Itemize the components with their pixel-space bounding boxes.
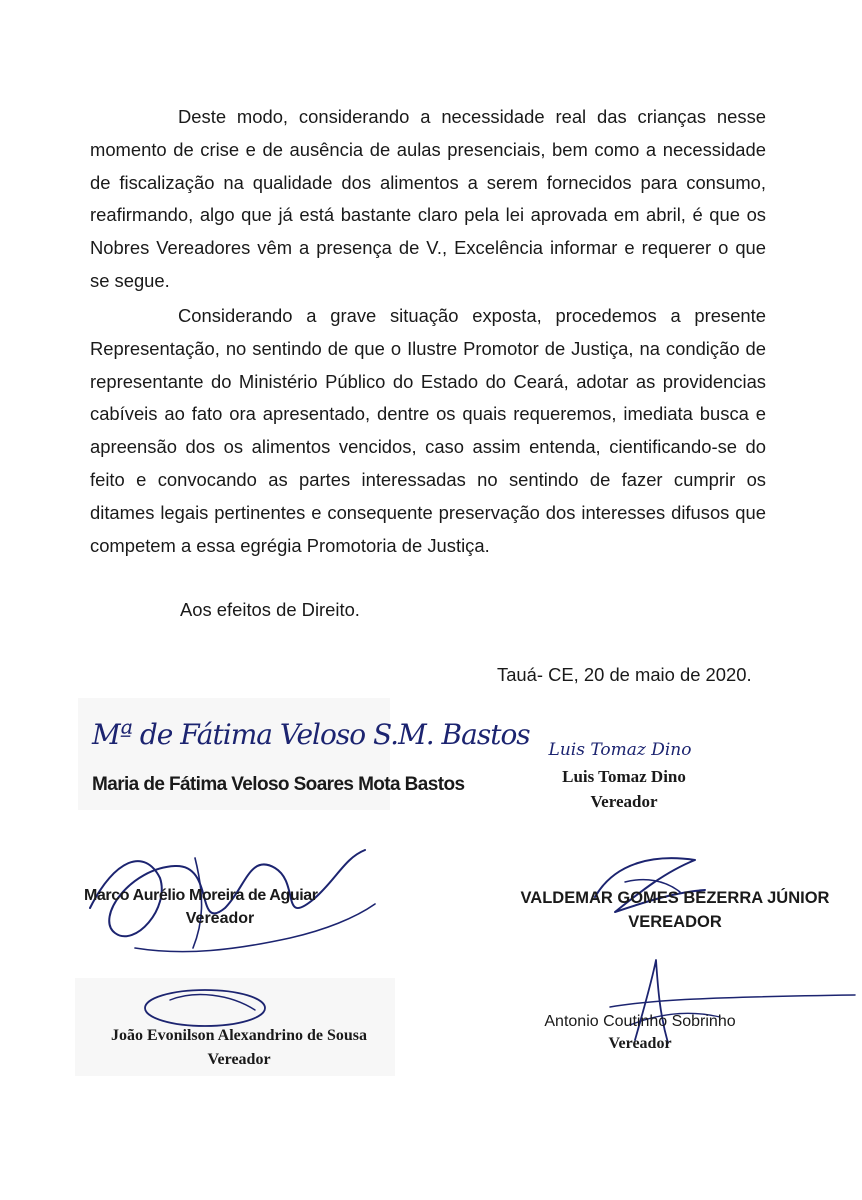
closing-line: Aos efeitos de Direito. [180, 599, 360, 620]
signature-1-handwriting [92, 718, 530, 751]
paragraph-1: Deste modo, considerando a necessidade real das crianças nesse momento de crise e de ausência de aulas presenciais, bem como a necessidade de fiscalização na qualidade dos alimentos a serem fornecidos para consumo, reafirmando, algo que já está bastante claro pela lei aprovada em abril, é que os Nobres Vereadores vêm a presença de V., Excelência informar e requerer o que se segue. [90, 106, 766, 291]
signature-1-handwritten-text: Mª de Fátima Veloso S.M. Bastos [92, 718, 530, 751]
signature-3-title: Vereador [185, 910, 255, 927]
date-line: Tauá- CE, 20 de maio de 2020. [497, 664, 752, 685]
signature-2-handwritten-text: Luis Tomaz Dino [548, 740, 692, 760]
signature-4-title: VEREADOR [628, 913, 722, 931]
signature-1-name: Maria de Fátima Veloso Soares Mota Bastos [92, 774, 465, 795]
signature-2-title: Vereador [590, 792, 658, 811]
signature-4-name: VALDEMAR GOMES BEZERRA JÚNIOR [520, 889, 830, 907]
paragraph-2: Considerando a grave situação exposta, procedemos a presente Representação, no sentindo de que o Ilustre Promotor de Justiça, na condição de representante do Ministério Público do Estado do Ceará, adotar as providencias cabíveis ao fato ora apresentado, dentre os quais requeremos, imediata busca e apreensão dos os alimentos vencidos, caso assim entenda, cientificando-se do feito e convocando as partes interessadas no sentindo de fazer cumprir os ditames legais pertinentes e consequente preservação dos interesses difusos que competem a essa egrégia Promotoria de Justiça. [90, 305, 766, 556]
signature-5-name: João Evonilson Alexandrino de Sousa [110, 1027, 368, 1044]
signature-6-title: Vereador [608, 1035, 672, 1052]
signature-2-handwriting [520, 740, 720, 760]
signature-3-name: Marco Aurélio Moreira de Aguiar [84, 887, 318, 904]
signature-5-title: Vereador [207, 1051, 271, 1068]
signature-6-name: Antonio Coutinho Sobrinho [544, 1013, 736, 1030]
signature-2-name: Luis Tomaz Dino [562, 767, 686, 786]
